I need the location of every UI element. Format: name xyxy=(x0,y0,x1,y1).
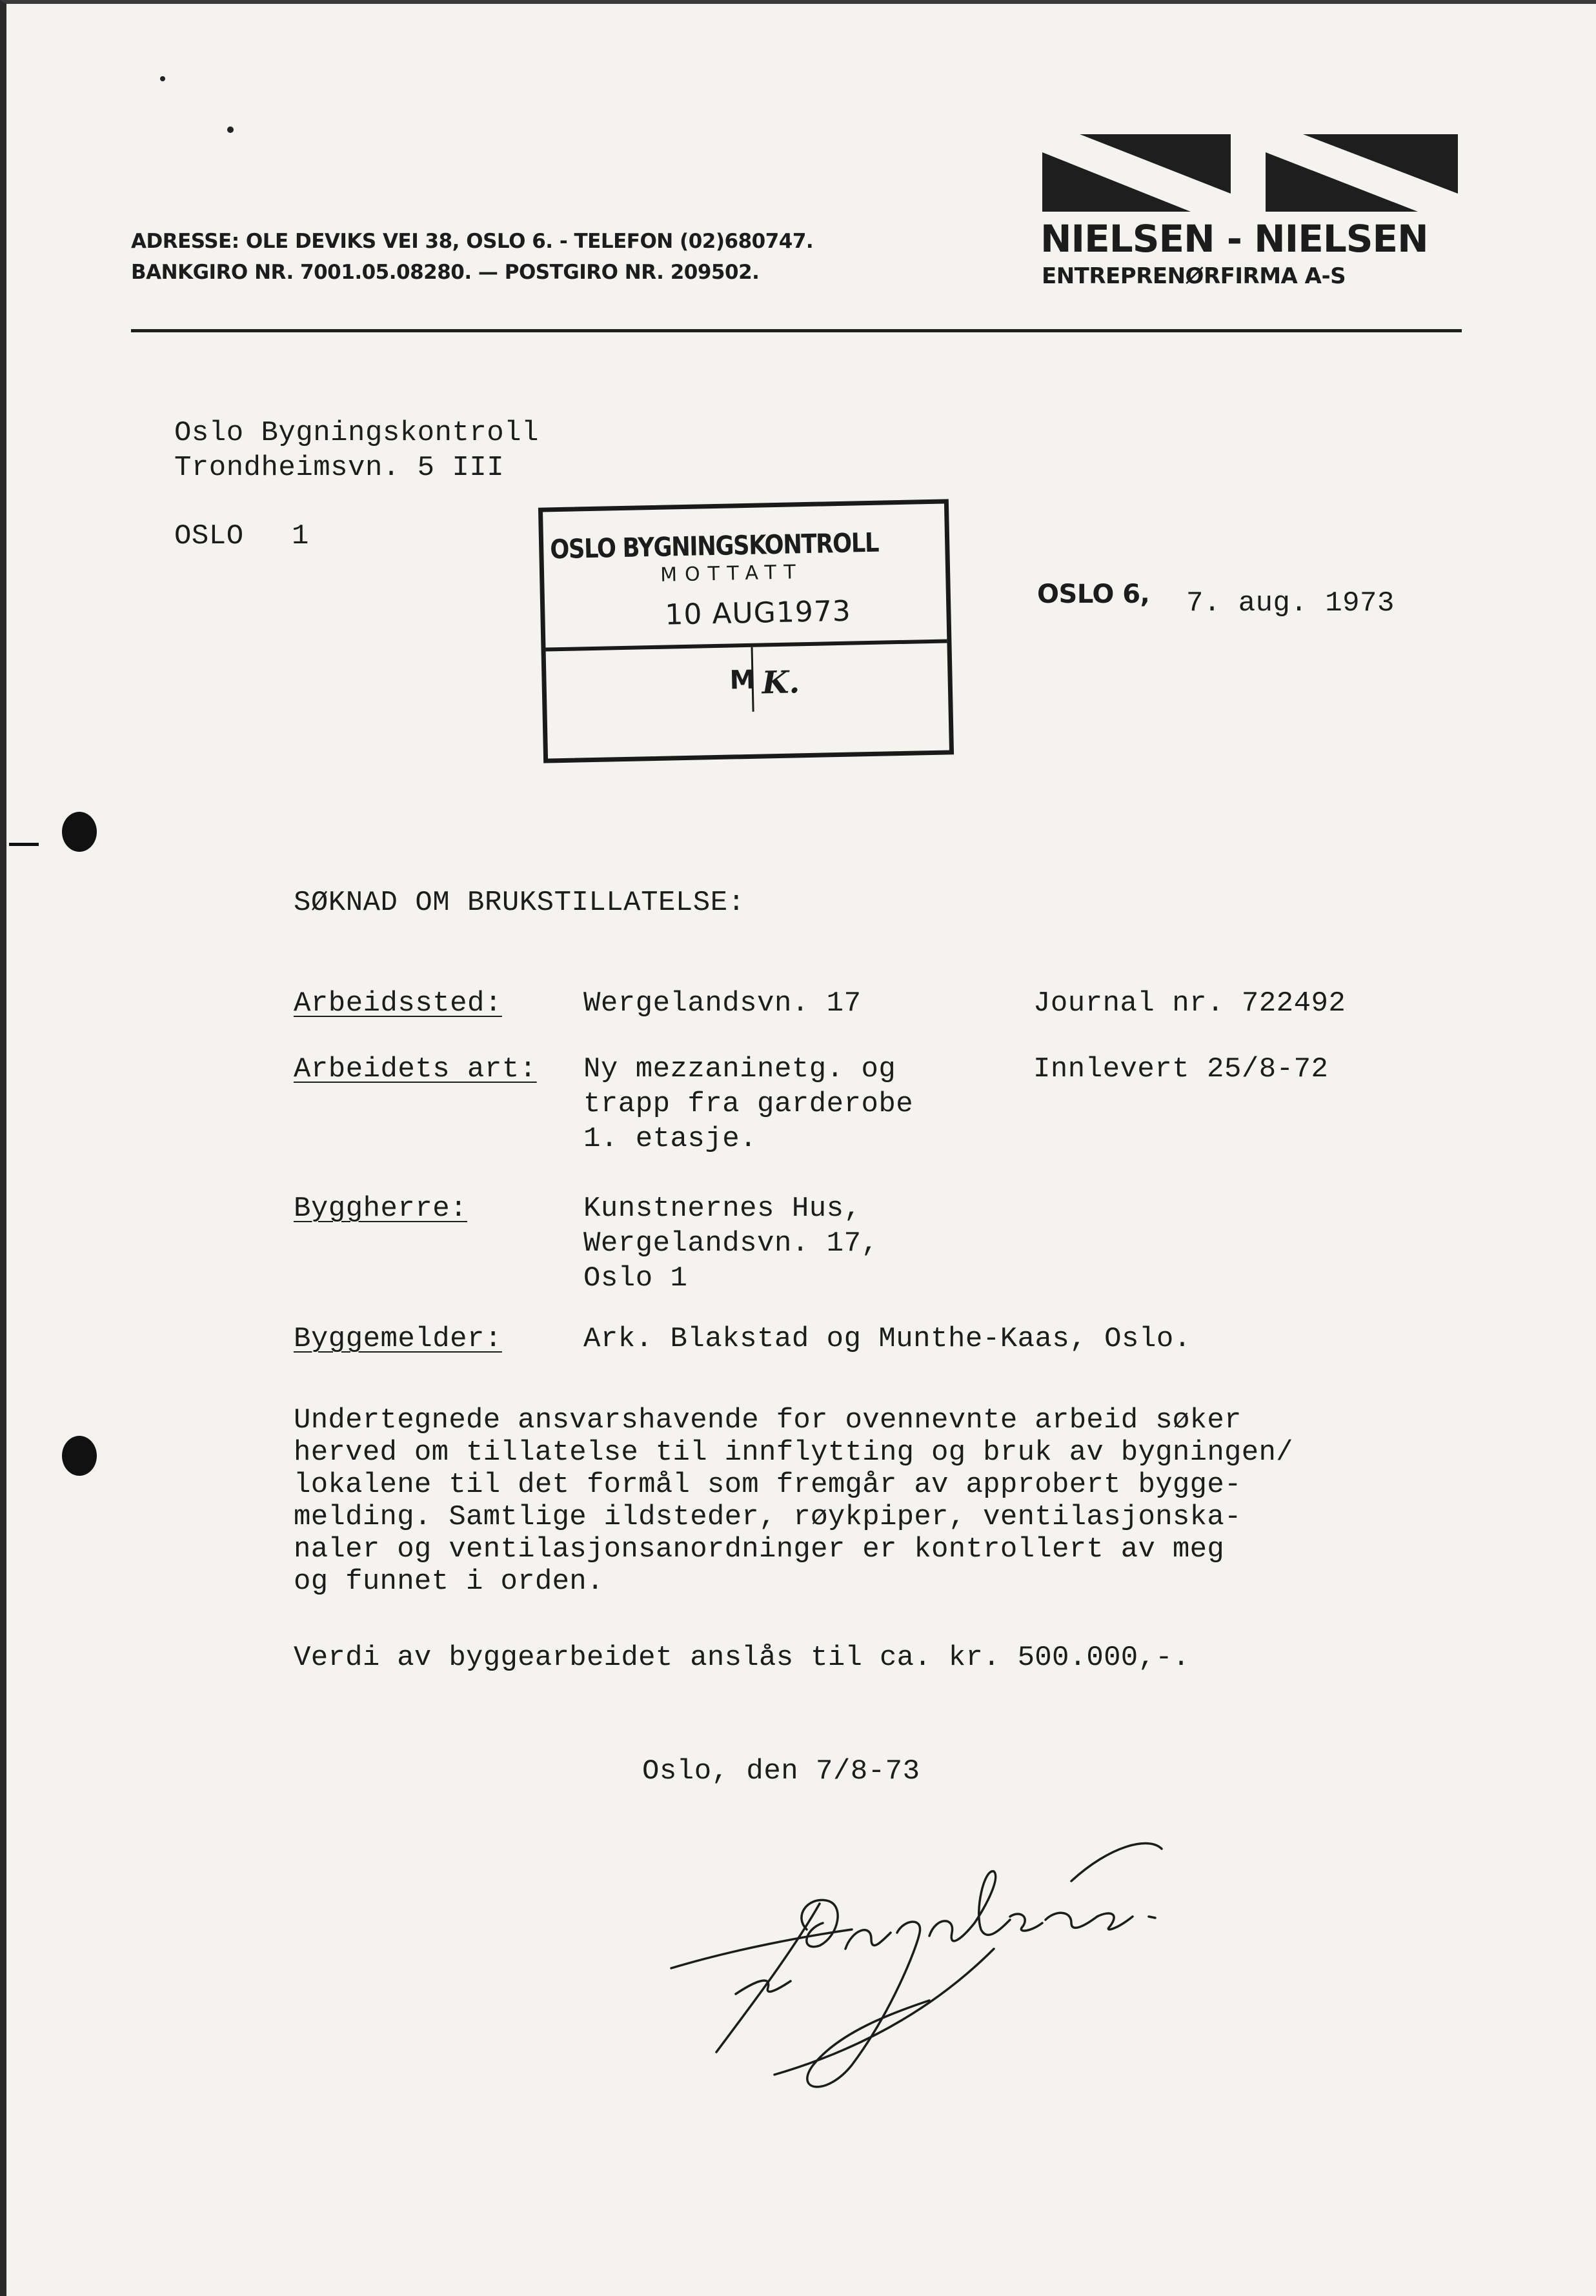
speck-mark xyxy=(227,126,234,133)
art-line-3: 1. etasje. xyxy=(583,1123,758,1155)
signoff-line: Oslo, den 7/8-73 xyxy=(642,1755,920,1787)
journal-number: Journal nr. 722492 xyxy=(1033,987,1346,1020)
body-line-2: herved om tillatelse til innflytting og bruk av bygningen/ xyxy=(294,1436,1293,1469)
byggherre-line-3: Oslo 1 xyxy=(583,1262,688,1294)
innlevert-date: Innlevert 25/8-72 xyxy=(1033,1053,1329,1085)
stamp-received: MOTTATT xyxy=(660,561,804,587)
arbeidets-art-label-text: Arbeidets art: xyxy=(294,1053,537,1085)
punch-dash xyxy=(9,843,39,846)
arbeidssted-label: Arbeidssted: xyxy=(294,987,502,1020)
body-line-5: naler og ventilasjonsanordninger er kontrollert av meg xyxy=(294,1533,1225,1566)
letter-date: 7. aug. 1973 xyxy=(1186,587,1395,619)
speck-mark xyxy=(160,76,165,81)
letterhead-bank: BANKGIRO NR. 7001.05.08280. — POSTGIRO NR. 209502. xyxy=(131,261,760,284)
company-logo xyxy=(1042,134,1458,213)
byggemelder-value: Ark. Blakstad og Munthe-Kaas, Oslo. xyxy=(583,1323,1191,1355)
stamp-initials-left: M xyxy=(729,665,756,696)
body-line-6: og funnet i orden. xyxy=(294,1566,604,1598)
company-name: NIELSEN - NIELSEN xyxy=(1040,217,1428,261)
date-place: OSLO 6, xyxy=(1037,579,1150,609)
subject-heading: SØKNAD OM BRUKSTILLATELSE: xyxy=(294,887,745,919)
recipient-line2: Trondheimsvn. 5 III xyxy=(174,452,505,484)
handwritten-signature xyxy=(658,1820,1213,2104)
byggemelder-label: Byggemelder: xyxy=(294,1323,502,1355)
art-line-1: Ny mezzaninetg. og xyxy=(583,1053,896,1085)
stamp-divider xyxy=(545,639,947,651)
recipient-city: OSLO xyxy=(174,520,244,552)
body-line-3: lokalene til det formål som fremgår av approbert bygge- xyxy=(294,1469,1242,1501)
punch-hole xyxy=(62,812,97,852)
art-line-2: trapp fra garderobe xyxy=(583,1088,914,1120)
punch-hole xyxy=(62,1436,97,1476)
stamp-title: OSLO BYGNINGSKONTROLL xyxy=(549,527,879,565)
recipient-line1: Oslo Bygningskontroll xyxy=(174,417,539,449)
byggherre-label: Byggherre: xyxy=(294,1193,468,1225)
arbeidssted-value: Wergelandsvn. 17 xyxy=(583,987,862,1020)
byggherre-line-2: Wergelandsvn. 17, xyxy=(583,1227,879,1260)
body-line-4: melding. Samtlige ildsteder, røykpiper, ventilasjonska- xyxy=(294,1501,1242,1533)
stamp-initials-right: K. xyxy=(762,664,800,701)
recipient-postal: 1 xyxy=(292,520,309,552)
stamp-date: 10 AUG1973 xyxy=(664,594,852,632)
letterhead-address: ADRESSE: OLE DEVIKS VEI 38, OSLO 6. - TELEFON (02)680747. xyxy=(131,230,814,253)
letterhead-rule xyxy=(131,329,1462,332)
received-stamp xyxy=(538,499,954,763)
company-subtitle: ENTREPRENØRFIRMA A-S xyxy=(1042,263,1346,289)
arbeidets-art-label xyxy=(294,1053,537,1085)
value-line: Verdi av byggearbeidet anslås til ca. kr. 500.000,-. xyxy=(294,1642,1190,1674)
byggherre-line-1: Kunstnernes Hus, xyxy=(583,1193,862,1225)
body-line-1: Undertegnede ansvarshavende for ovennevnte arbeid søker xyxy=(294,1404,1242,1436)
